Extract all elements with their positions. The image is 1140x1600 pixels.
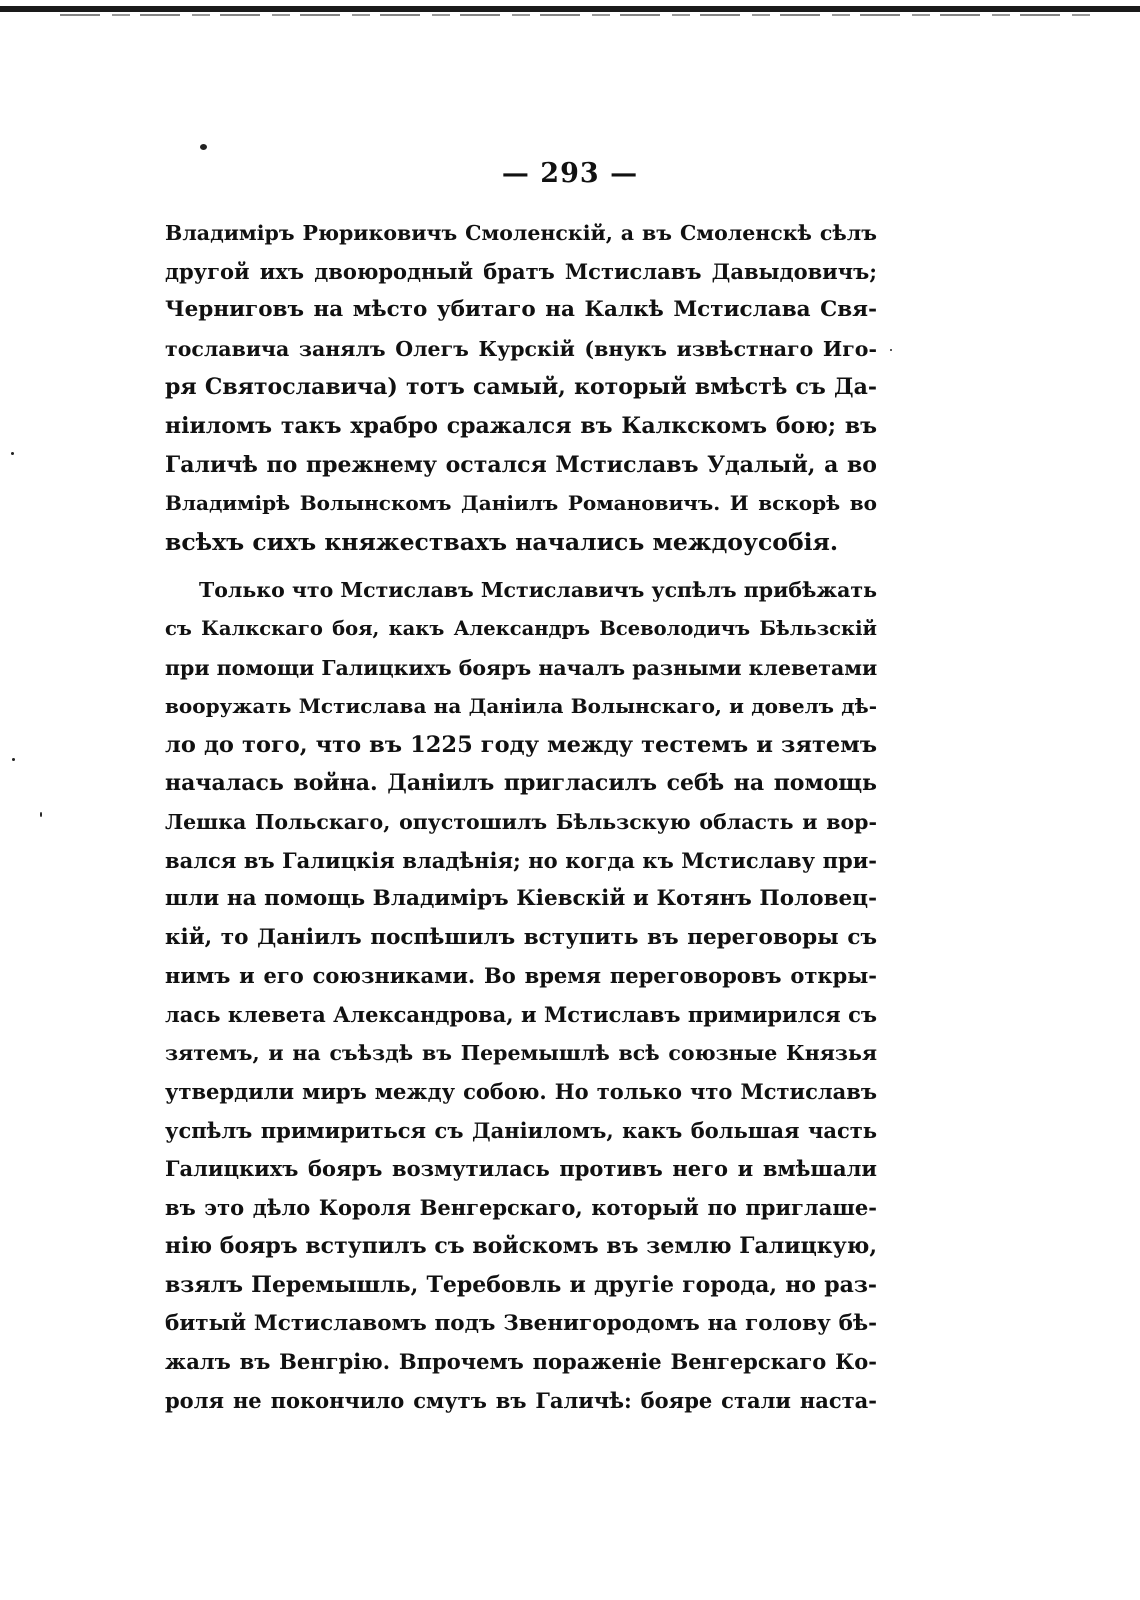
scan-speck [200,144,207,150]
text-line: кій, то Даніилъ поспѣшилъ вступить въ переговоры съ [165,924,877,950]
text-line: другой ихъ двоюродный братъ Мстиславъ Давыдовичъ; [165,258,877,284]
text-line: Лешка Польскаго, опустошилъ Бѣльзскую область и вор- [165,809,877,834]
text-line: успѣлъ примириться съ Даніиломъ, какъ большая часть [165,1117,877,1143]
top-border-underline [60,14,1100,16]
page-body [165,214,877,1420]
text-line: зятемъ, и на съѣздѣ въ Перемышлѣ всѣ союзные Князья [165,1041,877,1066]
text-line: съ Калкскаго боя, какъ Александръ Всеволодичъ Бѣльзскій [165,616,877,640]
text-line: Черниговъ на мѣсто убитаго на Калкѣ Мстислава Свя- [165,297,877,323]
text-line: Владиміръ Рюриковичъ Смоленскій, а въ Смоленскѣ сѣлъ [165,221,877,245]
paragraph-2 [165,571,877,1420]
text-line: Только что Мстиславъ Мстиславичъ успѣлъ прибѣжать [199,578,878,603]
text-line: шли на помощь Владиміръ Кіевскій и Котянъ Половец- [165,886,877,912]
text-line: роля не покончило смутъ въ Галичѣ: бояре стали наста- [165,1387,877,1413]
text-line: лась клевета Александрова, и Мстиславъ примирился съ [165,1001,877,1027]
text-line: ло до того, что въ 1225 году между тестемъ и зятемъ [165,731,877,758]
text-line: тославича занялъ Олегъ Курскій (внукъ извѣстнаго Иго- [165,336,877,361]
page-number: — 293 — [501,158,639,189]
top-border-rule [0,6,1140,12]
scan-speck [890,349,892,351]
text-line: вался въ Галицкія владѣнія; но когда къ Мстиславу при- [165,847,877,873]
text-line: началась война. Даніилъ пригласилъ себѣ на помощь [165,770,877,797]
text-line: нію бояръ вступилъ съ войскомъ въ землю Галицкую, [165,1233,877,1260]
text-line: ніиломъ такъ храбро сражался въ Калкскомъ бою; въ [165,412,877,439]
paragraph-1 [165,214,877,561]
text-line: Владимірѣ Волынскомъ Даніилъ Романовичъ. И вскорѣ во [165,491,877,516]
text-line: при помощи Галицкихъ бояръ началъ разными клеветами [165,655,878,680]
scan-speck [40,812,42,817]
paragraph-gap [165,561,877,571]
text-line: жалъ въ Венгрію. Впрочемъ пораженіе Венгерскаго Ко- [165,1349,877,1375]
text-line: въ это дѣло Короля Венгерскаго, который по приглаше- [165,1194,877,1220]
text-line: взялъ Перемышль, Теребовль и другіе города, но раз- [165,1272,877,1299]
text-line: ря Святославича) тотъ самый, который вмѣстѣ съ Да- [165,374,877,401]
text-line: Галицкихъ бояръ возмутилась противъ него и вмѣшали [165,1156,877,1182]
text-line: всѣхъ сихъ княжествахъ начались междоусобія. [165,527,839,556]
text-line: вооружать Мстислава на Даніила Волынскаго, и довелъ дѣ- [165,694,877,719]
scan-speck [12,758,15,761]
text-line: битый Мстиславомъ подъ Звенигородомъ на голову бѣ- [165,1310,877,1336]
text-line: утвердили миръ между собою. Но только что Мстиславъ [165,1079,877,1105]
scan-speck [11,452,14,455]
text-line: Галичѣ по прежнему остался Мстиславъ Удалый, а во [165,451,877,478]
text-line: нимъ и его союзниками. Во время переговоровъ откры- [165,963,877,989]
